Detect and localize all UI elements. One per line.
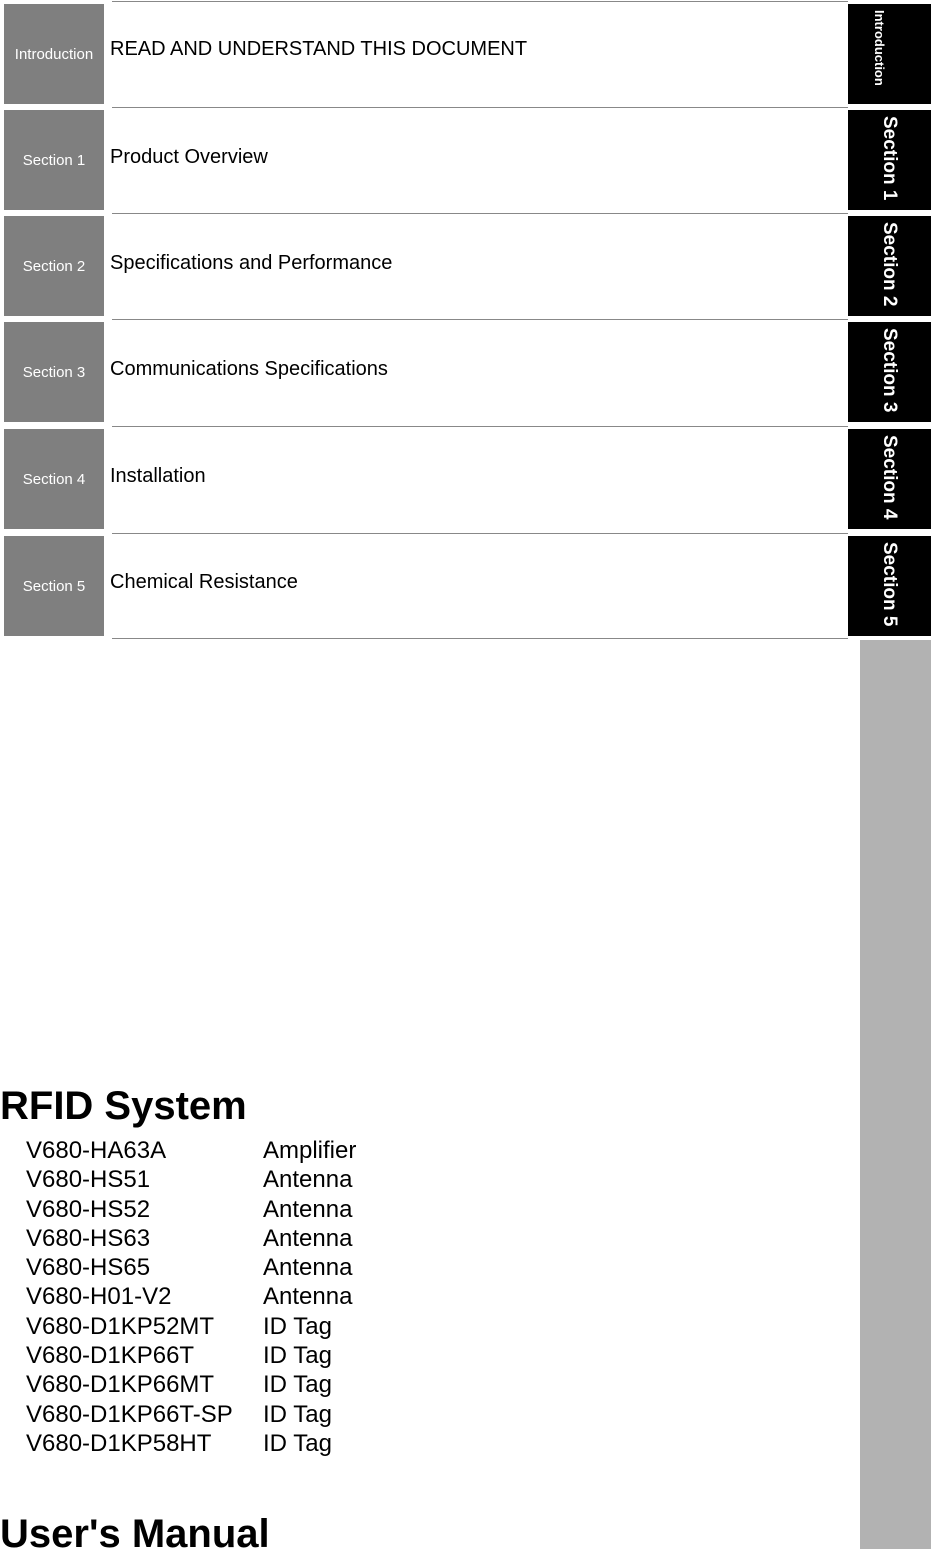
side-tab-1[interactable] [848, 110, 931, 210]
side-tab-label: Section 2 [879, 222, 900, 307]
side-tab-2[interactable] [848, 216, 931, 316]
section-title[interactable]: Product Overview [110, 146, 268, 168]
model-kind: ID Tag [263, 1342, 332, 1370]
model-kind: ID Tag [263, 1371, 332, 1399]
model-code: V680-D1KP52MT [26, 1312, 215, 1340]
section-row-2[interactable] [0, 216, 931, 322]
product-title: RFID System [0, 1084, 247, 1128]
section-title[interactable]: READ AND UNDERSTAND THIS DOCUMENT [110, 38, 528, 60]
model-kind: Antenna [263, 1224, 353, 1252]
model-kind: Antenna [263, 1166, 353, 1194]
section-tab-5[interactable] [4, 536, 104, 636]
divider [112, 426, 848, 427]
section-tab-label: Section 2 [22, 257, 86, 275]
section-tab-label: Section 1 [22, 151, 86, 169]
section-title[interactable]: Specifications and Performance [110, 252, 393, 274]
section-tab-label: Introduction [14, 45, 94, 63]
divider [112, 638, 848, 639]
section-row-3[interactable] [0, 322, 931, 428]
section-title[interactable]: Installation [110, 465, 206, 487]
section-row-introduction[interactable] [0, 4, 931, 110]
section-tab-2[interactable] [4, 216, 104, 316]
model-kind: Antenna [263, 1195, 353, 1223]
model-code: V680-D1KP66MT [26, 1371, 215, 1399]
divider [112, 533, 848, 534]
side-tab-4[interactable] [848, 429, 931, 529]
side-grey-strip [860, 640, 931, 1549]
divider [112, 107, 848, 108]
section-tab-label: Section 5 [22, 577, 86, 595]
divider [112, 1, 848, 2]
section-row-5[interactable] [0, 536, 931, 642]
model-kind: Antenna [263, 1254, 353, 1282]
model-kind: ID Tag [263, 1400, 332, 1428]
model-code: V680-HS65 [26, 1254, 151, 1282]
section-row-4[interactable] [0, 429, 931, 535]
model-kind: Amplifier [263, 1137, 357, 1164]
side-tab-3[interactable] [848, 322, 931, 422]
section-row-1[interactable] [0, 110, 931, 216]
model-code: V680-HS51 [26, 1166, 151, 1194]
side-tab-label: Section 4 [879, 435, 900, 520]
model-kind: ID Tag [263, 1429, 332, 1457]
model-code: V680-HA63A [26, 1137, 167, 1164]
model-kind: ID Tag [263, 1312, 332, 1340]
model-code: V680-D1KP66T [26, 1342, 195, 1370]
model-code: V680-D1KP66T-SP [26, 1400, 233, 1428]
side-tab-label: Section 3 [879, 328, 900, 413]
divider [112, 319, 848, 320]
section-tab-1[interactable] [4, 110, 104, 210]
section-tab-introduction[interactable] [4, 4, 104, 104]
model-code: V680-H01-V2 [26, 1283, 172, 1311]
divider [112, 213, 848, 214]
section-tab-label: Section 4 [22, 470, 86, 488]
side-tab-label: Section 5 [879, 542, 900, 627]
model-kind: Antenna [263, 1283, 353, 1311]
side-tab-5[interactable] [848, 536, 931, 636]
section-title[interactable]: Chemical Resistance [110, 571, 298, 593]
section-tab-label: Section 3 [22, 363, 86, 381]
section-title[interactable]: Communications Specifications [110, 358, 388, 380]
model-code: V680-D1KP58HT [26, 1429, 212, 1457]
side-tab-label: Introduction [872, 10, 887, 86]
manual-title: User's Manual [0, 1512, 270, 1556]
model-code: V680-HS52 [26, 1195, 151, 1223]
model-code: V680-HS63 [26, 1224, 151, 1252]
section-tab-3[interactable] [4, 322, 104, 422]
side-tab-introduction[interactable] [848, 4, 931, 104]
section-tab-4[interactable] [4, 429, 104, 529]
side-tab-label: Section 1 [879, 116, 900, 201]
